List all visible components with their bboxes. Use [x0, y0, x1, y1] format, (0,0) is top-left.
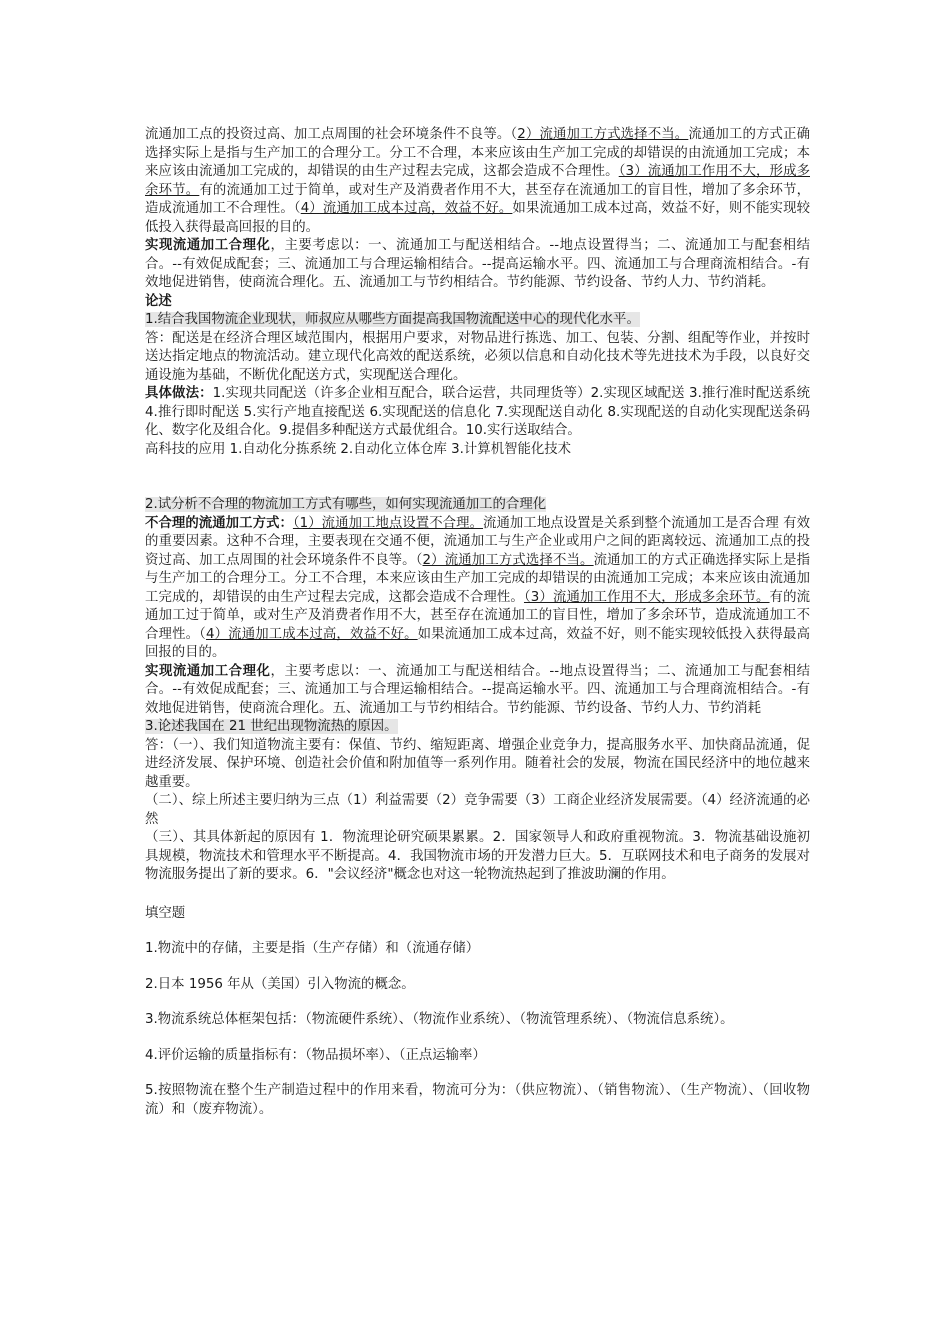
underlined-point-3: （3）流通加工作用不大，形成多余环节。 — [145, 164, 810, 198]
highlighted-question: 1.结合我国物流企业现状，师叔应从哪些方面提高我国物流配送中心的现代化水平。 — [145, 312, 640, 327]
fill-item-5: 5.按照物流在整个生产制造过程中的作用来看，物流可分为：（供应物流）、（销售物流）、（生产物流）、（回收物流）和（废弃物流）。 — [145, 1083, 810, 1117]
section-heading: 论述 — [145, 293, 172, 309]
question-3-answer-3: （三）、其具体新起的原因有 1．物流理论研究硕果累累。2．国家领导人和政府重视物流。3．物流基础设施初具规模，物流技术和管理水平不断提高。4．我国物流市场的开发潜力巨大。5．互联网技术和电子商务的发展对物流服务提出了新的要求。6．"会议经济"概念也对这一轮物流热起到了推波助澜的作用。 — [145, 830, 810, 882]
text-run: 如果流通加工成本过高，效益不好，则不能实现较低投入获得最高回报的目的。 — [145, 626, 810, 660]
question-1-method — [145, 385, 810, 441]
text-run: 有的流通加工过于简单，或对生产及消费者作用不大，甚至存在流通加工的盲目性，增加了多余环节，造成流通加工不合理性。（ — [145, 589, 811, 642]
underlined-point-1: （1）流通加工地点设置不合理。 — [292, 515, 484, 531]
text-run: ，主要考虑以：一、流通加工与配送相结合。--地点设置得当；二、流通加工与配套相结合。--有效促成配套；三、流通加工与合理运输相结合。--提高运输水平。四、流通加工与合理商流相结合。-有效地促进销售，使商流合理化。五、流通加工与节约相结合。节约能源、节约设备、节约人力、节约消耗 — [145, 663, 811, 716]
text-run: 有的流通加工过于简单，或对生产及消费者作用不大，甚至存在流通加工的盲目性，增加了多余环节，造成流通加工不合理性。（ — [145, 182, 811, 216]
question-3-answer-2: （二）、综上所述主要归纳为三点（1）利益需要（2）竞争需要（3）工商企业经济发展需要。（4）经济流通的必然 — [145, 793, 810, 827]
underlined-point-4: 4）流通加工成本过高，效益不好。 — [205, 626, 418, 642]
underlined-point-4: 4）流通加工成本过高，效益不好。 — [300, 201, 513, 216]
question-1-title — [145, 311, 810, 330]
spacer — [145, 459, 810, 496]
underlined-point-3: （3）流通加工作用不大，形成多余环节。 — [523, 589, 770, 605]
question-1-tech: 高科技的应用 1.自动化分拣系统 2.自动化立体仓库 3.计算机智能化技术 — [145, 441, 572, 457]
question-2-title — [145, 496, 810, 515]
text-run: 1.实现共同配送（许多企业相互配合，联合运营，共同理货等）2.实现区域配送 3.推行准时配送系统 4.推行即时配送 5.实行产地直接配送 6.实现配送的信息化 7.实现配送自动化 8.实现配送的自动化实现配送条码化、数字化及组合化。9.提倡多种配送方式最优组合。10.实行送取结合。 — [145, 386, 811, 438]
bold-label: 具体做法： — [145, 386, 213, 401]
bold-label: 实现流通加工合理化 — [145, 663, 271, 679]
paragraph-unreasonable-processing-cont — [145, 126, 810, 237]
question-1-answer: 答：配送是在经济合理区域范围内，根据用户要求，对物品进行拣选、加工、包装、分割、组配等作业，并按时送达指定地点的物流活动。建立现代化高效的配送系统，必须以信息和自动化技术等先进技术为手段，以良好交通设施为基础，不断优化配送方式，实现配送合理化。 — [145, 330, 810, 383]
text-run: 流通加工点的投资过高、加工点周围的社会环境条件不良等。（ — [145, 127, 518, 142]
underlined-point-2: 2）流通加工方式选择不当。 — [422, 552, 594, 568]
document-content — [145, 126, 810, 1136]
question-2-paragraph-1 — [145, 515, 810, 663]
text-run: ，主要考虑以：一、流通加工与配送相结合。--地点设置得当；二、流通加工与配套相结合。--有效促成配套；三、流通加工与合理运输相结合。--提高运输水平。四、流通加工与合理商流相结合。-有效地促进销售，使商流合理化。五、流通加工与节约相结合。节约能源、节约设备、节约人力、节约消耗。 — [145, 238, 811, 290]
highlighted-question: 3.论述我国在 21 世纪出现物流热的原因。 — [145, 719, 398, 734]
fill-item-2: 2.日本 1956 年从（美国）引入物流的概念。 — [145, 976, 415, 992]
text-run: 流通加工地点设置是关系到整个流通加工是否合理 有效的重要因素。这种不合理，主要表现在交通不便，流通加工与生产企业或用户之间的距离较远、流通加工点的投资过高、加工点周围的社会环境条件不良等。（ — [145, 515, 810, 568]
text-run: 流通加工的方式正确选择实际上是指与生产加工的合理分工。分工不合理，本来应该由生产加工完成的却错误的由流通加工完成；本来应该由流通加工完成的，却错误的由生产过程去完成，这都会造成不合理性。 — [145, 552, 810, 605]
bold-label: 不合理的流通加工方式： — [145, 515, 293, 531]
bold-label: 实现流通加工合理化 — [145, 238, 271, 253]
highlighted-question: 2.试分析不合理的物流加工方式有哪些，如何实现流通加工的合理化 — [145, 497, 547, 512]
fill-in-section-title: 填空题 — [145, 905, 186, 921]
paragraph-rationalization — [145, 237, 810, 293]
fill-item-3: 3.物流系统总体框架包括：（物流硬件系统）、（物流作业系统）、（物流管理系统）、（物流信息系统）。 — [145, 1012, 734, 1027]
fill-item-4: 4.评价运输的质量指标有：（物品损坏率）、（正点运输率） — [145, 1047, 486, 1063]
underlined-point-2: 2）流通加工方式选择不当。 — [517, 127, 689, 142]
question-3-title — [145, 718, 810, 737]
text-run: 如果流通加工成本过高，效益不好，则不能实现较低投入获得最高回报的目的。 — [145, 201, 810, 235]
text-run: 流通加工的方式正确选择实际上是指与生产加工的合理分工。分工不合理，本来应该由生产加工完成的却错误的由流通加工完成；本来应该由流通加工完成的，却错误的由生产过程去完成，这都会造成不合理性。 — [145, 127, 810, 179]
question-2-paragraph-2 — [145, 663, 810, 719]
fill-item-1: 1.物流中的存储，主要是指（生产存储）和（流通存储） — [145, 941, 480, 956]
question-3-answer-1: 答：（一）、我们知道物流主要有：保值、节约、缩短距离、增强企业竞争力，提高服务水平、加快商品流通，促进经济发展、保护环境、创造社会价值和附加值等一系列作用。随着社会的发展，物流在国民经济中的地位越来越重要。 — [145, 737, 810, 790]
